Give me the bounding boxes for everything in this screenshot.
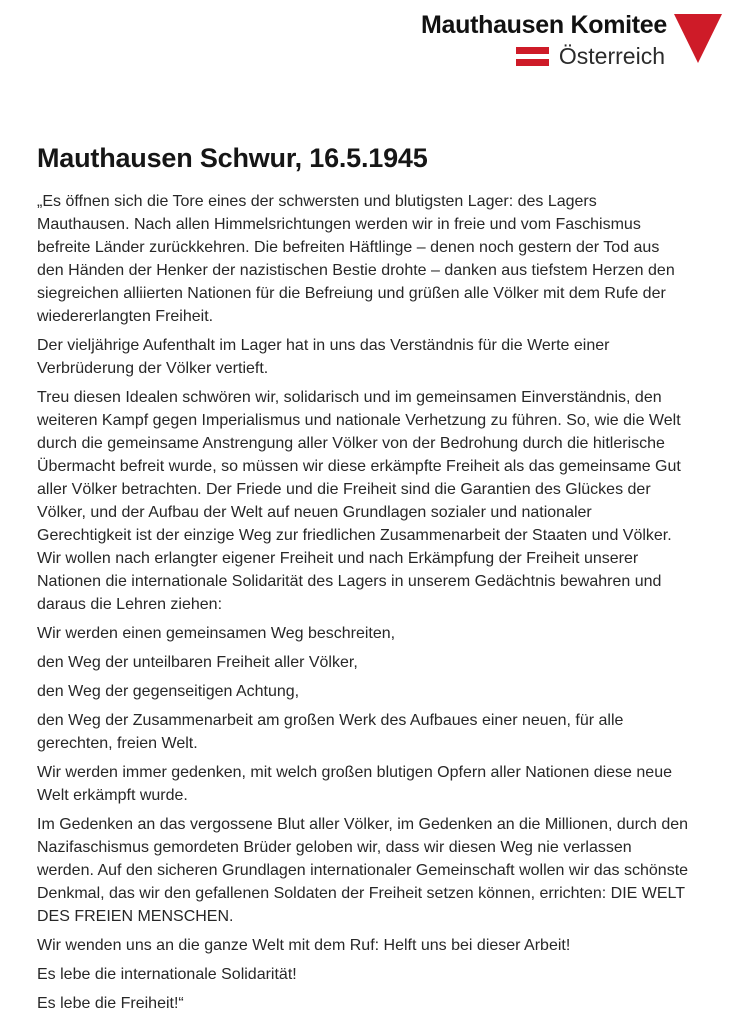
flag-bar-bottom (516, 59, 549, 66)
red-triangle-icon (674, 14, 722, 63)
paragraph: Im Gedenken an das vergossene Blut aller Völker, im Gedenken an die Millionen, durch den Nazifaschismus gemordeten Brüder geloben wir, dass wir diesen Weg nie verlassen werden. Auf den sicheren Grundlagen internationaler Gemeinschaft wollen wir das schönste Denkmal, das wir den gefallenen Soldaten der Freiheit setzen können, errichten: DIE WELT DES FREIEN MENSCHEN. (37, 816, 689, 926)
paragraph: den Weg der unteilbaren Freiheit aller Völker, (37, 654, 358, 672)
paragraph: Es lebe die Freiheit!“ (37, 995, 184, 1013)
flag-bar-top (516, 47, 549, 54)
logo-subtitle-row (516, 43, 665, 70)
paragraph: Wir wenden uns an die ganze Welt mit dem Ruf: Helft uns bei dieser Arbeit! (37, 937, 571, 955)
paragraph: Wir werden immer gedenken, mit welch großen blutigen Opfern aller Nationen diese neue Welt erkämpft wurde. (37, 764, 672, 805)
paragraph: den Weg der Zusammenarbeit am großen Werk des Aufbaues einer neuen, für alle gerechten, freien Welt. (37, 712, 624, 753)
document-body (37, 143, 689, 1021)
logo-country-label: Österreich (558, 43, 665, 69)
paragraph: Der vieljährige Aufenthalt im Lager hat in uns das Verständnis für die Werte einer Verbrüderung der Völker vertieft. (37, 337, 610, 378)
logo-title: Mauthausen Komitee (420, 11, 667, 39)
logo-wordmark (421, 11, 667, 70)
austria-flag-icon (516, 47, 549, 66)
paragraph: Es lebe die internationale Solidarität! (37, 966, 297, 984)
paragraph: „Es öffnen sich die Tore eines der schwersten und blutigsten Lager: des Lagers Mauthausen. Nach allen Himmelsrichtungen werden wir in freie und vom Faschismus befreite Länder zurückkehren. Die befreiten Häftlinge – denen noch gestern der Tod aus den Händen der Henker der nazistischen Bestie drohte – danken aus tiefstem Herzen den siegreichen alliierten Nationen für die Befreiung und grüßen alle Völker mit dem Rufe der wiedererlangten Freiheit. (37, 193, 675, 326)
document-title: Mauthausen Schwur, 16.5.1945 (37, 143, 428, 173)
paragraph: Wir werden einen gemeinsamen Weg beschreiten, (37, 625, 396, 643)
paragraph: den Weg der gegenseitigen Achtung, (37, 683, 300, 701)
paragraphs (37, 190, 689, 1015)
mauthausen-komitee-logo (421, 11, 722, 70)
paragraph: Treu diesen Idealen schwören wir, solidarisch und im gemeinsamen Einverständnis, den weiteren Kampf gegen Imperialismus und nationale Verhetzung zu führen. So, wie die Welt durch die gemeinsame Anstrengung aller Völker von der Bedrohung durch die hitlerische Übermacht befreit wurde, so müssen wir diese erkämpfte Freiheit als das gemeinsame Gut aller Völker betrachten. Der Friede und die Freiheit sind die Garantien des Glückes der Völker, und der Aufbau der Welt auf neuen Grundlagen sozialer und nationaler Gerechtigkeit ist der einzige Weg zur friedlichen Zusammenarbeit der Staaten und Völker. Wir wollen nach erlangter eigener Freiheit und nach Erkämpfung der Freiheit unserer Nationen die internationale Solidarität des Lagers in unserem Gedächtnis bewahren und daraus die Lehren ziehen: (37, 389, 681, 614)
